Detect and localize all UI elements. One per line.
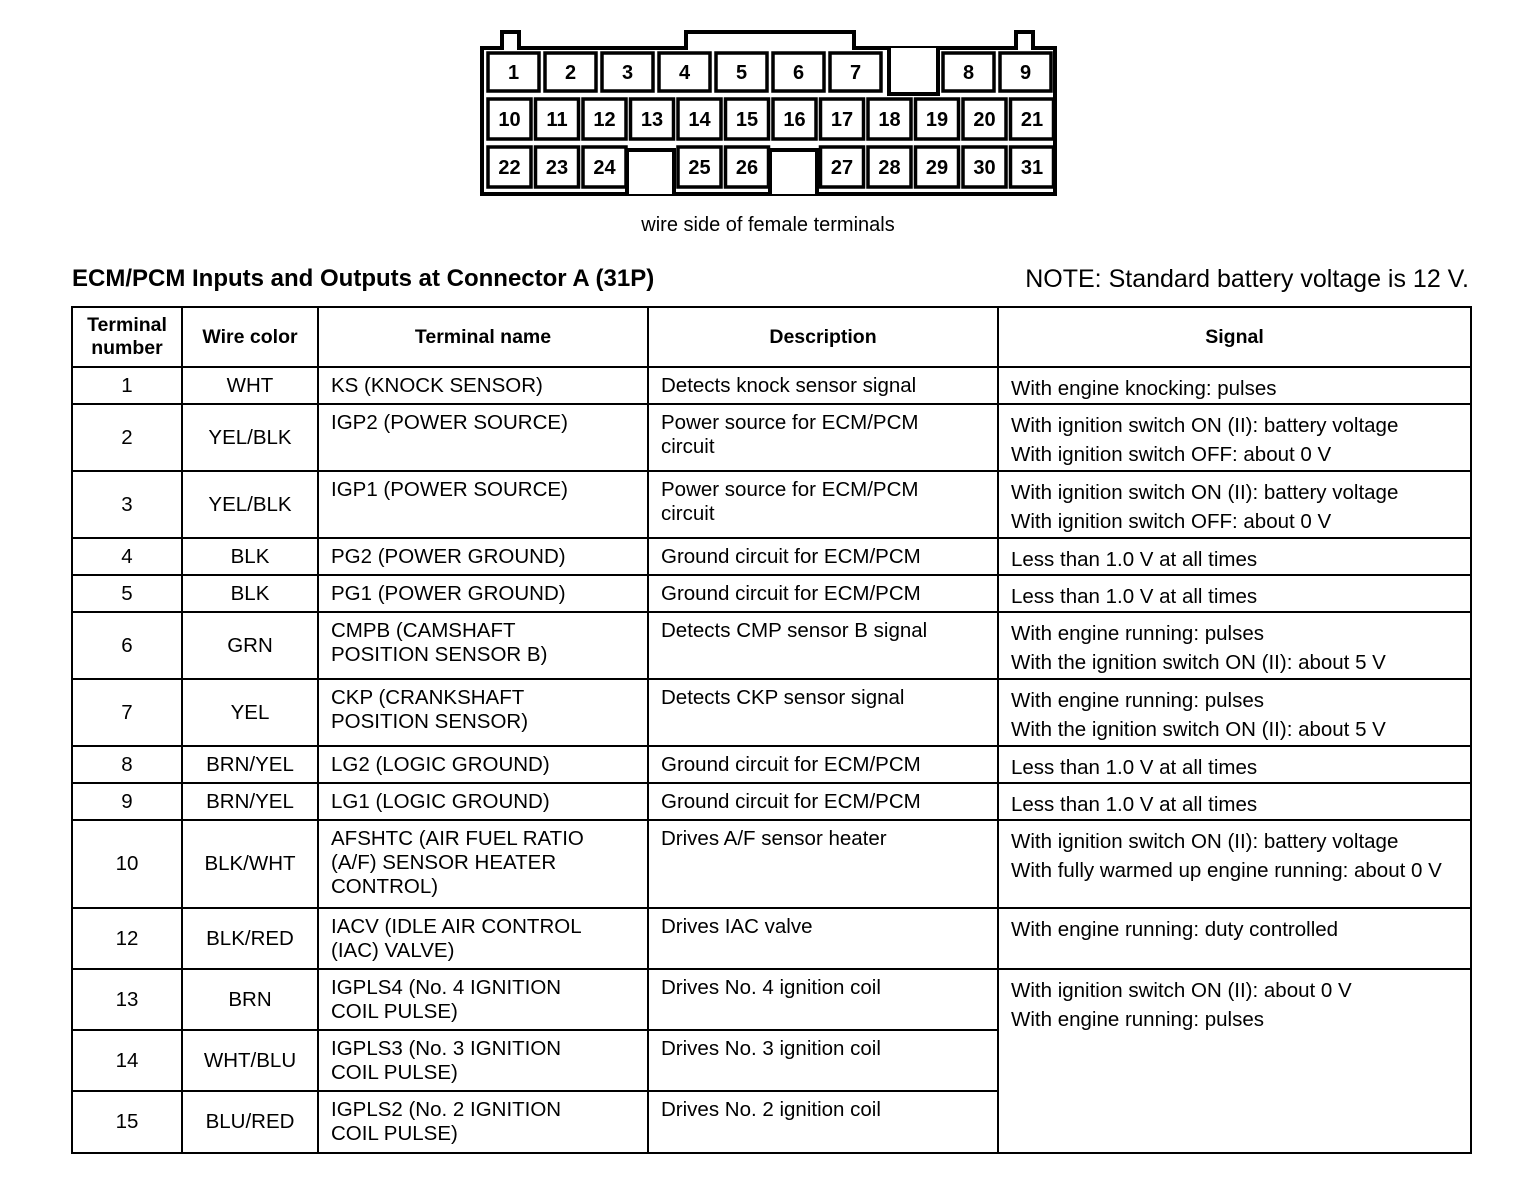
pin-label-21: 21 [1020, 109, 1044, 131]
pin-label-1: 1 [507, 62, 520, 84]
wire-color: WHT [182, 367, 318, 404]
description-text [649, 680, 997, 710]
terminal-number: 6 [72, 612, 182, 679]
description-text [649, 405, 997, 459]
terminal-name-text [319, 909, 647, 963]
signal-line: With the ignition switch ON (II): about 5 V [1011, 718, 1386, 741]
pin-label-25: 25 [688, 157, 711, 179]
description-text [649, 821, 997, 851]
terminal-number: 12 [72, 908, 182, 969]
description-line: Ground circuit for ECM/PCM [661, 753, 921, 776]
wire-color: BRN/YEL [182, 783, 318, 820]
description [648, 612, 998, 679]
wire-color: BLK/WHT [182, 820, 318, 908]
terminal-name [318, 1030, 648, 1091]
wire-color: BRN [182, 969, 318, 1030]
signal-text [999, 784, 1470, 819]
terminal-name-text [319, 613, 647, 667]
description-line: Ground circuit for ECM/PCM [661, 582, 921, 605]
wire-color: BLK/RED [182, 908, 318, 969]
pin-label-11: 11 [546, 109, 568, 131]
signal-line: With fully warmed up engine running: about 0 V [1011, 859, 1442, 882]
description-text [649, 613, 997, 643]
signal-text [999, 405, 1470, 469]
terminal-name [318, 820, 648, 908]
signal-text [999, 576, 1470, 611]
table-row [72, 612, 1471, 679]
terminal-name-text [319, 472, 647, 502]
terminal-name-text [319, 1092, 647, 1146]
table-row [72, 404, 1471, 471]
pin-label-31: 31 [1020, 157, 1044, 179]
terminal-name [318, 783, 648, 820]
pin-label-3: 3 [621, 62, 634, 84]
wire-color: BRN/YEL [182, 746, 318, 783]
description-line: Drives IAC valve [661, 915, 813, 938]
terminal-number: 9 [72, 783, 182, 820]
description-line: circuit [661, 502, 715, 525]
pin-label-9: 9 [1019, 62, 1032, 84]
terminal-name-text [319, 784, 647, 814]
pin-label-4: 4 [678, 62, 691, 84]
description [648, 471, 998, 538]
pin-label-2: 2 [564, 62, 577, 84]
table-row [72, 820, 1471, 908]
terminal-number: 14 [72, 1030, 182, 1091]
terminal-name-line: POSITION SENSOR B) [331, 643, 548, 666]
description-text [649, 472, 997, 526]
terminal-name-line: COIL PULSE) [331, 1000, 458, 1023]
page-title: ECM/PCM Inputs and Outputs at Connector A (31P) [72, 265, 655, 292]
terminal-name [318, 908, 648, 969]
terminal-name-line: LG1 (LOGIC GROUND) [331, 790, 550, 813]
pin-label-26: 26 [735, 157, 759, 179]
col-header-wire-color: Wire color [182, 307, 318, 367]
description-text [649, 970, 997, 1000]
signal [998, 820, 1471, 908]
description [648, 820, 998, 908]
terminal-number: 4 [72, 538, 182, 575]
terminal-number: 15 [72, 1091, 182, 1153]
description [648, 679, 998, 746]
wire-color: WHT/BLU [182, 1030, 318, 1091]
signal [998, 908, 1471, 969]
wire-color: GRN [182, 612, 318, 679]
terminal-name-text [319, 576, 647, 606]
description-line: Ground circuit for ECM/PCM [661, 545, 921, 568]
description [648, 1091, 998, 1153]
signal-text [999, 821, 1470, 885]
terminal-name-text [319, 539, 647, 569]
connector-key-top [889, 48, 938, 94]
signal-line: With engine running: duty controlled [1011, 918, 1339, 941]
io-table [71, 306, 1472, 1154]
terminal-name [318, 471, 648, 538]
description-line: circuit [661, 435, 715, 458]
terminal-name-line: COIL PULSE) [331, 1122, 458, 1145]
table-header-row [72, 307, 1471, 367]
description [648, 783, 998, 820]
pin-label-14: 14 [688, 109, 711, 131]
description-text [649, 909, 997, 939]
pin-label-30: 30 [973, 157, 996, 179]
terminal-name-line: PG1 (POWER GROUND) [331, 582, 566, 605]
pin-label-6: 6 [792, 62, 805, 84]
wire-color: YEL/BLK [182, 404, 318, 471]
terminal-name [318, 746, 648, 783]
pin-label-28: 28 [878, 157, 901, 179]
terminal-name [318, 367, 648, 404]
description-text [649, 1092, 997, 1122]
terminal-name-text [319, 405, 647, 435]
pin-label-12: 12 [593, 109, 616, 131]
terminal-name-line: IGP1 (POWER SOURCE) [331, 478, 568, 501]
signal [998, 404, 1471, 471]
col-header-signal: Signal [998, 307, 1471, 367]
terminal-name-line: (IAC) VALVE) [331, 939, 455, 962]
terminal-name-line: LG2 (LOGIC GROUND) [331, 753, 550, 776]
signal-text [999, 472, 1470, 536]
pin-label-15: 15 [735, 109, 759, 131]
description [648, 1030, 998, 1091]
signal-line: With ignition switch ON (II): about 0 V [1011, 979, 1352, 1002]
terminal-name-line: AFSHTC (AIR FUEL RATIO [331, 827, 584, 850]
description-line: Power source for ECM/PCM [661, 478, 919, 501]
terminal-number: 7 [72, 679, 182, 746]
description-text [649, 539, 997, 569]
table-row [72, 969, 1471, 1030]
description [648, 404, 998, 471]
signal [998, 538, 1471, 575]
terminal-name-line: (A/F) SENSOR HEATER [331, 851, 557, 874]
terminal-name-line: KS (KNOCK SENSOR) [331, 374, 543, 397]
pin-label-24: 24 [593, 157, 616, 179]
description-line: Drives A/F sensor heater [661, 827, 887, 850]
terminal-name-line: IGPLS2 (No. 2 IGNITION [331, 1098, 562, 1121]
signal [998, 746, 1471, 783]
description [648, 746, 998, 783]
terminal-number: 10 [72, 820, 182, 908]
description-text [649, 747, 997, 777]
col-header-description: Description [648, 307, 998, 367]
signal-text [999, 747, 1470, 782]
terminal-number: 2 [72, 404, 182, 471]
battery-voltage-note: NOTE: Standard battery voltage is 12 V. [1025, 265, 1469, 293]
description-text [649, 576, 997, 606]
pin-label-16: 16 [783, 109, 806, 131]
description [648, 969, 998, 1030]
signal [998, 471, 1471, 538]
description [648, 538, 998, 575]
terminal-name [318, 538, 648, 575]
terminal-name-text [319, 368, 647, 398]
terminal-name-line: CONTROL) [331, 875, 439, 898]
terminal-name-text [319, 821, 647, 899]
description-line: Drives No. 3 ignition coil [661, 1037, 881, 1060]
terminal-number: 3 [72, 471, 182, 538]
description-text [649, 784, 997, 814]
terminal-name-line: IGPLS4 (No. 4 IGNITION [331, 976, 562, 999]
signal-text [999, 539, 1470, 574]
pin-label-7: 7 [849, 62, 862, 84]
col-header-terminal-name: Terminal name [318, 307, 648, 367]
pin-label-23: 23 [545, 157, 569, 179]
terminal-name-text [319, 680, 647, 734]
terminal-name-line: CMPB (CAMSHAFT [331, 619, 516, 642]
signal-line: With ignition switch ON (II): battery voltage [1011, 830, 1399, 853]
table-row [72, 471, 1471, 538]
signal-text [999, 613, 1470, 677]
signal-line: With engine knocking: pulses [1011, 377, 1277, 400]
terminal-name [318, 1091, 648, 1153]
terminal-name-line: CKP (CRANKSHAFT [331, 686, 525, 709]
description-text [649, 368, 997, 398]
description [648, 908, 998, 969]
signal-text [999, 680, 1470, 744]
wire-color: BLK [182, 575, 318, 612]
description-line: Drives No. 2 ignition coil [661, 1098, 881, 1121]
pin-label-5: 5 [735, 62, 748, 84]
terminal-name-line: IACV (IDLE AIR CONTROL [331, 915, 582, 938]
terminal-name [318, 612, 648, 679]
pin-label-27: 27 [830, 157, 854, 179]
pin-label-19: 19 [925, 109, 949, 131]
table-row [72, 538, 1471, 575]
description-line: Ground circuit for ECM/PCM [661, 790, 921, 813]
terminal-number: 5 [72, 575, 182, 612]
signal-line: Less than 1.0 V at all times [1011, 548, 1258, 571]
description-line: Drives No. 4 ignition coil [661, 976, 881, 999]
wire-color: BLU/RED [182, 1091, 318, 1153]
description [648, 575, 998, 612]
wire-color: BLK [182, 538, 318, 575]
terminal-name-text [319, 970, 647, 1024]
signal-text [999, 368, 1470, 403]
terminal-number: 13 [72, 969, 182, 1030]
wire-color: YEL [182, 679, 318, 746]
terminal-number: 1 [72, 367, 182, 404]
pin-label-29: 29 [925, 157, 949, 179]
signal-line: Less than 1.0 V at all times [1011, 793, 1258, 816]
signal-line: Less than 1.0 V at all times [1011, 585, 1258, 608]
connector-diagram [0, 0, 1536, 210]
terminal-name-line: COIL PULSE) [331, 1061, 458, 1084]
table-row [72, 746, 1471, 783]
signal-text [999, 970, 1470, 1034]
terminal-name-line: IGPLS3 (No. 3 IGNITION [331, 1037, 562, 1060]
pin-label-13: 13 [640, 109, 664, 131]
terminal-name-line: PG2 (POWER GROUND) [331, 545, 566, 568]
description-line: Detects CKP sensor signal [661, 686, 905, 709]
terminal-name [318, 404, 648, 471]
pin-label-18: 18 [878, 109, 901, 131]
description-line: Detects knock sensor signal [661, 374, 917, 397]
connector-key-bottom-right [770, 150, 817, 194]
terminal-number: 8 [72, 746, 182, 783]
description [648, 367, 998, 404]
signal [998, 575, 1471, 612]
terminal-name-text [319, 1031, 647, 1085]
col-header-terminal-line1: Terminal [87, 314, 167, 336]
table-row [72, 679, 1471, 746]
connector-caption: wire side of female terminals [641, 214, 895, 236]
pin-label-10: 10 [498, 109, 521, 131]
signal [998, 679, 1471, 746]
pin-label-8: 8 [962, 62, 975, 84]
signal [998, 783, 1471, 820]
signal-line: With engine running: pulses [1011, 689, 1264, 712]
signal [998, 367, 1471, 404]
terminal-name-text [319, 747, 647, 777]
description-line: Detects CMP sensor B signal [661, 619, 928, 642]
signal-text [999, 909, 1470, 944]
signal-line: With engine running: pulses [1011, 622, 1264, 645]
signal-line: With ignition switch OFF: about 0 V [1011, 443, 1332, 466]
signal-line: With engine running: pulses [1011, 1008, 1264, 1031]
signal-line: With ignition switch OFF: about 0 V [1011, 510, 1332, 533]
signal [998, 612, 1471, 679]
pin-label-17: 17 [830, 109, 854, 131]
description-line: Power source for ECM/PCM [661, 411, 919, 434]
terminal-name [318, 679, 648, 746]
terminal-name-line: IGP2 (POWER SOURCE) [331, 411, 568, 434]
col-header-terminal-line2: number [91, 337, 163, 359]
signal-line: Less than 1.0 V at all times [1011, 756, 1258, 779]
signal-line: With the ignition switch ON (II): about 5 V [1011, 651, 1386, 674]
table-row [72, 908, 1471, 969]
signal-line: With ignition switch ON (II): battery voltage [1011, 414, 1399, 437]
wire-color: YEL/BLK [182, 471, 318, 538]
table-row [72, 783, 1471, 820]
signal [998, 969, 1471, 1153]
pin-label-20: 20 [973, 109, 996, 131]
table-row [72, 575, 1471, 612]
terminal-name [318, 969, 648, 1030]
connector-key-bottom-left [627, 150, 674, 194]
signal-line: With ignition switch ON (II): battery voltage [1011, 481, 1399, 504]
description-text [649, 1031, 997, 1061]
pin-label-22: 22 [498, 157, 521, 179]
terminal-name [318, 575, 648, 612]
col-header-terminal [72, 307, 182, 367]
table-row [72, 367, 1471, 404]
terminal-name-line: POSITION SENSOR) [331, 710, 529, 733]
